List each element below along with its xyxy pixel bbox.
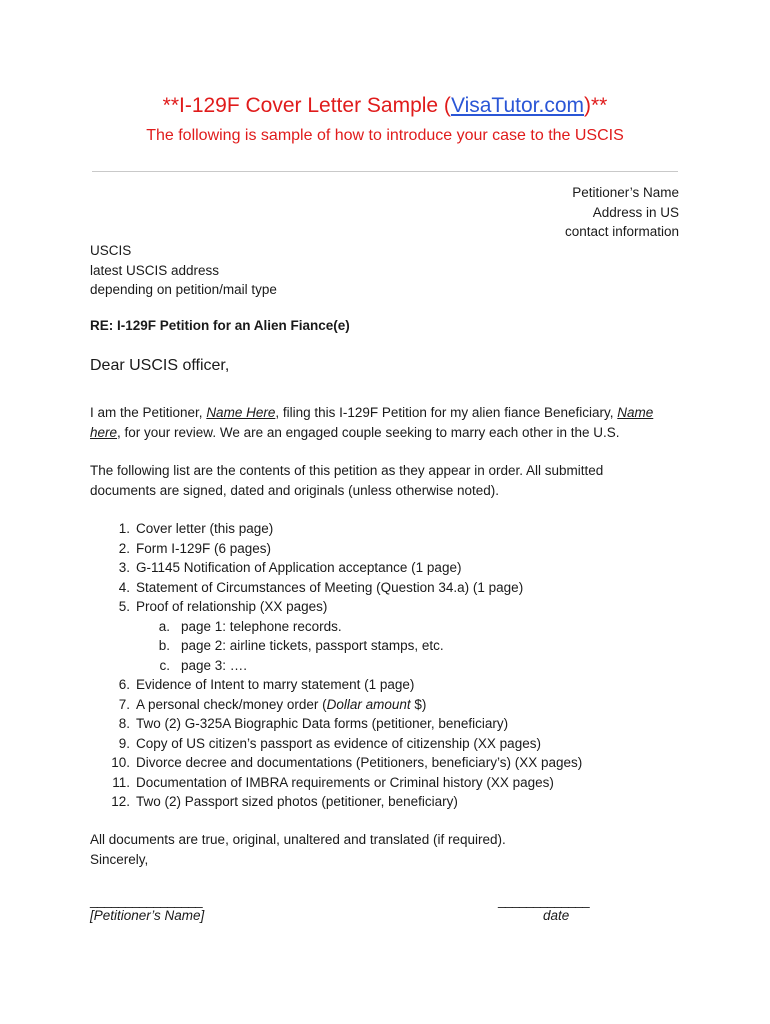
list-text: Evidence of Intent to marry statement (1 page) bbox=[136, 677, 415, 692]
sender-block bbox=[565, 183, 679, 242]
list-item bbox=[90, 539, 710, 559]
list-text: Two (2) Passport sized photos (petitioner, beneficiary) bbox=[136, 794, 458, 809]
horizontal-divider bbox=[92, 171, 678, 172]
list-number: 10. bbox=[111, 755, 130, 770]
list-text: G-1145 Notification of Application acceptance (1 page) bbox=[136, 560, 462, 575]
list-number: 7. bbox=[118, 696, 130, 712]
list-text bbox=[136, 695, 426, 715]
list-item bbox=[90, 695, 710, 715]
list-number: 12. bbox=[111, 794, 130, 809]
list-item bbox=[90, 792, 710, 812]
list-number: 6. bbox=[118, 677, 130, 692]
recipient-block bbox=[90, 241, 277, 300]
recipient-line: USCIS bbox=[90, 243, 132, 258]
title-suffix: )** bbox=[584, 94, 608, 117]
list-number: 3. bbox=[118, 560, 130, 575]
beneficiary-name-placeholder: Name bbox=[617, 405, 654, 420]
list-number: 8. bbox=[118, 716, 130, 731]
signature-line: ________________ bbox=[90, 893, 203, 908]
intro-text: , for your review. We are an engaged couple seeking to marry each other in the U.S. bbox=[117, 424, 620, 440]
list-text: Documentation of IMBRA requirements or Criminal history (XX pages) bbox=[136, 774, 554, 790]
list-text: Two (2) G-325A Biographic Data forms (petitioner, beneficiary) bbox=[136, 716, 509, 731]
closing-statement: All documents are true, original, unaltered and translated (if required). bbox=[90, 832, 506, 847]
list-subitem bbox=[90, 617, 710, 637]
date-label: date bbox=[543, 908, 570, 923]
page-title bbox=[0, 94, 770, 118]
list-subitem bbox=[90, 656, 710, 676]
list-item bbox=[90, 773, 710, 793]
list-number: c. bbox=[159, 657, 170, 673]
intro-paragraph bbox=[90, 403, 690, 442]
list-text-part: A personal check/money order ( bbox=[136, 696, 327, 712]
list-text: Divorce decree and documentations (Petitioners, beneficiary’s) (XX pages) bbox=[136, 755, 583, 770]
sender-address: Address in US bbox=[592, 204, 679, 220]
greeting: Dear USCIS officer, bbox=[90, 357, 230, 374]
title-prefix: **I-129F Cover Letter Sample ( bbox=[162, 94, 451, 117]
paragraph-line: documents are signed, dated and originals (unless otherwise noted). bbox=[90, 482, 499, 498]
contents-intro-paragraph bbox=[90, 461, 690, 500]
list-number: 4. bbox=[118, 579, 130, 595]
list-item bbox=[90, 597, 710, 617]
sender-name: Petitioner’s Name bbox=[572, 185, 679, 200]
sender-contact: contact information bbox=[564, 224, 679, 240]
list-item bbox=[90, 753, 710, 773]
sign-off: Sincerely, bbox=[90, 851, 149, 867]
subject-line: RE: I-129F Petition for an Alien Fiance(e) bbox=[90, 318, 350, 333]
list-text: Proof of relationship (XX pages) bbox=[136, 599, 328, 614]
date-line: _____________ bbox=[498, 893, 590, 908]
paragraph-line: The following list are the contents of this petition as they appear in order. All submitted bbox=[90, 463, 604, 478]
page-subtitle: The following is sample of how to introduce your case to the USCIS bbox=[146, 127, 624, 144]
list-number: 5. bbox=[118, 599, 130, 614]
list-number: b. bbox=[158, 638, 170, 653]
list-number: 11. bbox=[112, 774, 130, 790]
list-text: page 3: …. bbox=[181, 657, 248, 673]
list-item bbox=[90, 734, 710, 754]
visatutor-link[interactable]: VisaTutor.com bbox=[450, 94, 584, 117]
signature-label: [Petitioner’s Name] bbox=[90, 908, 205, 923]
beneficiary-name-placeholder: here bbox=[90, 424, 118, 440]
list-text: Copy of US citizen’s passport as evidence of citizenship (XX pages) bbox=[136, 735, 541, 751]
list-text: page 1: telephone records. bbox=[181, 618, 342, 634]
list-number: 2. bbox=[118, 540, 130, 556]
list-item bbox=[90, 558, 710, 578]
list-item bbox=[90, 578, 710, 598]
list-text-part: $) bbox=[410, 696, 427, 712]
list-text: Cover letter (this page) bbox=[136, 521, 274, 536]
contents-list bbox=[90, 519, 710, 812]
list-text: page 2: airline tickets, passport stamps, etc. bbox=[181, 638, 444, 653]
dollar-amount-placeholder: Dollar amount bbox=[326, 696, 411, 712]
list-number: 9. bbox=[118, 735, 130, 751]
list-subitem bbox=[90, 636, 710, 656]
intro-text: , filing this I-129F Petition for my alien fiance Beneficiary, bbox=[275, 405, 618, 420]
list-item bbox=[90, 519, 710, 539]
list-number: 1. bbox=[118, 521, 130, 536]
list-item bbox=[90, 675, 710, 695]
recipient-line: depending on petition/mail type bbox=[90, 282, 277, 298]
list-item bbox=[90, 714, 710, 734]
list-text: Form I-129F (6 pages) bbox=[136, 540, 272, 556]
list-number: a. bbox=[158, 618, 170, 634]
petitioner-name-placeholder: Name Here bbox=[206, 405, 276, 420]
closing-block bbox=[90, 830, 506, 869]
intro-text: I am the Petitioner, bbox=[90, 405, 207, 420]
recipient-line: latest USCIS address bbox=[90, 262, 220, 278]
list-text: Statement of Circumstances of Meeting (Question 34.a) (1 page) bbox=[136, 579, 524, 595]
